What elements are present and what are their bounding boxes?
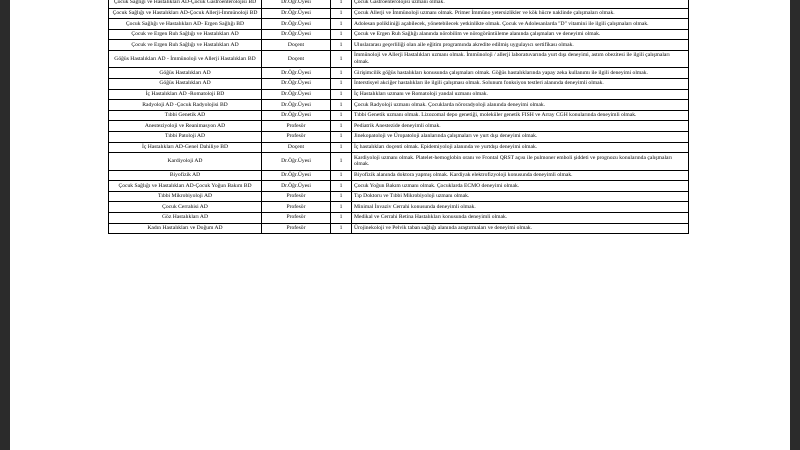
- cell-title: Dr.Öğr.Üyesi: [262, 0, 331, 8]
- table-row: [109, 212, 689, 223]
- cell-condition: Uluslararası geçerliliği olan aile eğitim programında akredite edilmiş uygulayıcı sertifikası olmak.: [352, 40, 689, 51]
- cell-condition: Çocuk Radyoloji uzmanı olmak. Çocuklarda nöroradyoloji alanında deneyimi olmak.: [352, 100, 689, 111]
- cell-condition: Girişimcilik göğüs hastalıkları konusunda çalışmaları olmak. Göğüs hastalıklarında yapay zeka kullanımı ile ilgili deneyimi olmak.: [352, 68, 689, 79]
- cell-condition: İç Hastalıkları uzmanı ve Romatoloji yandal uzmanı olmak.: [352, 89, 689, 100]
- table-row: [109, 170, 689, 181]
- cell-count: 1: [331, 170, 352, 181]
- cell-count: 1: [331, 202, 352, 213]
- cell-condition: İç hastalıkları doçenti olmak. Epidemiyoloji alanında ve yurtdışı deneyimi olmak.: [352, 142, 689, 153]
- cell-count: 1: [331, 121, 352, 132]
- cell-unit: Tıbbi Mikrobiyoloji AD: [109, 191, 262, 202]
- cell-title: Dr.Öğr.Üyesi: [262, 78, 331, 89]
- cell-unit: Çocuk Sağlığı ve Hastalıkları AD- Ergen Sağlığı BD: [109, 19, 262, 30]
- cell-condition: Çocuk Gastroenterolojisi uzmanı olmak.: [352, 0, 689, 8]
- table-row: [109, 100, 689, 111]
- cell-condition: Minimal İnvaziv Cerrahi konusunda deneyimli olmak.: [352, 202, 689, 213]
- cell-title: Profesör: [262, 223, 331, 234]
- cell-title: Dr.Öğr.Üyesi: [262, 110, 331, 121]
- table-row: [109, 78, 689, 89]
- cell-count: 1: [331, 212, 352, 223]
- cell-count: 1: [331, 40, 352, 51]
- cell-count: 1: [331, 100, 352, 111]
- cell-count: 1: [331, 110, 352, 121]
- cell-count: 1: [331, 0, 352, 8]
- cell-condition: Jinekopatoloji ve Üropatoloji alanlarında çalışmaları ve yurt dışı deneyimi olmak.: [352, 131, 689, 142]
- cell-count: 1: [331, 50, 352, 67]
- cell-condition: Çocuk Yoğun Bakım uzmanı olmak. Çocuklarda ECMO deneyimi olmak.: [352, 181, 689, 192]
- cell-count: 1: [331, 223, 352, 234]
- cell-title: Dr.Öğr.Üyesi: [262, 89, 331, 100]
- cell-unit: Göz Hastalıkları AD: [109, 212, 262, 223]
- cell-unit: Tıbbi Patoloji AD: [109, 131, 262, 142]
- cell-title: Dr.Öğr.Üyesi: [262, 170, 331, 181]
- cell-count: 1: [331, 89, 352, 100]
- cell-condition: Tıbbi Genetik uzmanı olmak. Lizozomal depo genetiği, moleküler genetik FISH ve Array CGH konularında deneyimli olmak.: [352, 110, 689, 121]
- cell-unit: Çocuk ve Ergen Ruh Sağlığı ve Hastalıkları AD: [109, 29, 262, 40]
- cell-title: Profesör: [262, 202, 331, 213]
- table-row: [109, 191, 689, 202]
- cell-unit: Radyoloji AD -Çocuk Radyolojisi BD: [109, 100, 262, 111]
- cell-count: 1: [331, 29, 352, 40]
- cell-unit: Kadın Hastalıkları ve Doğum AD: [109, 223, 262, 234]
- cell-unit: İç Hastalıkları AD-Genel Dahiliye BD: [109, 142, 262, 153]
- page-right-edge: [790, 0, 800, 450]
- cell-title: Dr.Öğr.Üyesi: [262, 29, 331, 40]
- table-row: [109, 153, 689, 170]
- cell-condition: Çocuk Allerji ve İmmünoloji uzmanı olmak. Primer İmmüno yetersizlikler ve kök hücre naklinde çalışmaları olmak.: [352, 8, 689, 19]
- cell-condition: İmmünoloji ve Allerji Hastalıkları uzmanı olmak. İmmünoloji / allerji laboratuvarında yurt dışı deneyimi, astım obezitesi ile ilgili çalışmaları olmak.: [352, 50, 689, 67]
- table-row: [109, 121, 689, 132]
- table-row: [109, 68, 689, 79]
- cell-condition: Tıp Doktoru ve Tıbbi Mikrobiyoloji uzmanı olmak.: [352, 191, 689, 202]
- table-row: [109, 142, 689, 153]
- cell-unit: Çocuk ve Ergen Ruh Sağlığı ve Hastalıkları AD: [109, 40, 262, 51]
- cell-count: 1: [331, 68, 352, 79]
- cell-title: Dr.Öğr.Üyesi: [262, 68, 331, 79]
- document-sheet: [10, 0, 790, 450]
- cell-count: 1: [331, 19, 352, 30]
- cell-count: 1: [331, 191, 352, 202]
- cell-count: 1: [331, 181, 352, 192]
- cell-unit: Göğüs Hastalıkları AD: [109, 78, 262, 89]
- cell-title: Dr.Öğr.Üyesi: [262, 8, 331, 19]
- cell-condition: Pediatrik Anestezide deneyimli olmak.: [352, 121, 689, 132]
- cell-title: Dr.Öğr.Üyesi: [262, 100, 331, 111]
- cell-title: Profesör: [262, 191, 331, 202]
- table-row: [109, 223, 689, 234]
- cell-count: 1: [331, 131, 352, 142]
- cell-title: Dr.Öğr.Üyesi: [262, 153, 331, 170]
- table-row: [109, 40, 689, 51]
- cell-title: Profesör: [262, 212, 331, 223]
- cell-condition: Adolesan polikliniği açabilecek, yönetebilecek yetkinlikte olmak. Çocuk ve Adolesanlarda "D" vitamini ile ilgili çalışmaları olmak.: [352, 19, 689, 30]
- table-row: [109, 89, 689, 100]
- cell-condition: Ürojinekoloji ve Pelvik taban sağlığı alanında araştırmaları ve deneyimi olmak.: [352, 223, 689, 234]
- cell-title: Profesör: [262, 131, 331, 142]
- academic-positions-table: [108, 0, 689, 234]
- cell-count: 1: [331, 142, 352, 153]
- cell-condition: Kardiyoloji uzmanı olmak. Platelet-hemoglobin oranı ve Frontal QRST açısı ile pulmoner emboli şiddeti ve prognozu konularında çalışmaları olmak.: [352, 153, 689, 170]
- table-row: [109, 19, 689, 30]
- cell-unit: Çocuk Sağlığı ve Hastalıkları AD-Çocuk Gastroenterolojisi BD: [109, 0, 262, 8]
- table-row: [109, 181, 689, 192]
- cell-count: 1: [331, 153, 352, 170]
- table-row: [109, 131, 689, 142]
- cell-unit: Çocuk Cerrahisi AD: [109, 202, 262, 213]
- cell-count: 1: [331, 78, 352, 89]
- cell-condition: İnterstisyel akciğer hastalıkları ile ilgili çalışması olmak. Solunum fonksiyon testleri alanında deneyimli olmak.: [352, 78, 689, 89]
- cell-unit: Göğüs Hastalıkları AD: [109, 68, 262, 79]
- cell-title: Dr.Öğr.Üyesi: [262, 19, 331, 30]
- cell-count: 1: [331, 8, 352, 19]
- cell-unit: İç Hastalıkları AD -Romatoloji BD: [109, 89, 262, 100]
- cell-condition: Medikal ve Cerrahi Retina Hastalıkları konusunda deneyimli olmak.: [352, 212, 689, 223]
- cell-unit: Çocuk Sağlığı ve Hastalıkları AD-Çocuk Yoğun Bakım BD: [109, 181, 262, 192]
- table-row: [109, 110, 689, 121]
- table-row: [109, 50, 689, 67]
- table-row: [109, 29, 689, 40]
- cell-unit: Anesteziyoloji ve Reanimasyon AD: [109, 121, 262, 132]
- cell-title: Dr.Öğr.Üyesi: [262, 181, 331, 192]
- page-left-edge: [0, 0, 10, 450]
- cell-title: Doçent: [262, 50, 331, 67]
- cell-condition: Biyofizik alanında doktora yapmış olmak. Kardiyak elektrofizyoloji konusunda deneyimli olmak.: [352, 170, 689, 181]
- cell-condition: Çocuk ve Ergen Ruh Sağlığı alanında nörobilim ve nörogörüntüleme alanında çalışmaları ve deneyimi olmak.: [352, 29, 689, 40]
- cell-title: Doçent: [262, 40, 331, 51]
- cell-title: Doçent: [262, 142, 331, 153]
- cell-unit: Çocuk Sağlığı ve Hastalıkları AD-Çocuk Allerji-İmmünoloji BD: [109, 8, 262, 19]
- table-body: [109, 0, 689, 234]
- cell-unit: Kardiyoloji AD: [109, 153, 262, 170]
- table-row: [109, 202, 689, 213]
- cell-unit: Tıbbi Genetik AD: [109, 110, 262, 121]
- cell-title: Profesör: [262, 121, 331, 132]
- table-row: [109, 8, 689, 19]
- table-row: [109, 0, 689, 8]
- cell-unit: Göğüs Hastalıkları AD - İmmünoloji ve Allerji Hastalıkları BD: [109, 50, 262, 67]
- cell-unit: Biyofizik AD: [109, 170, 262, 181]
